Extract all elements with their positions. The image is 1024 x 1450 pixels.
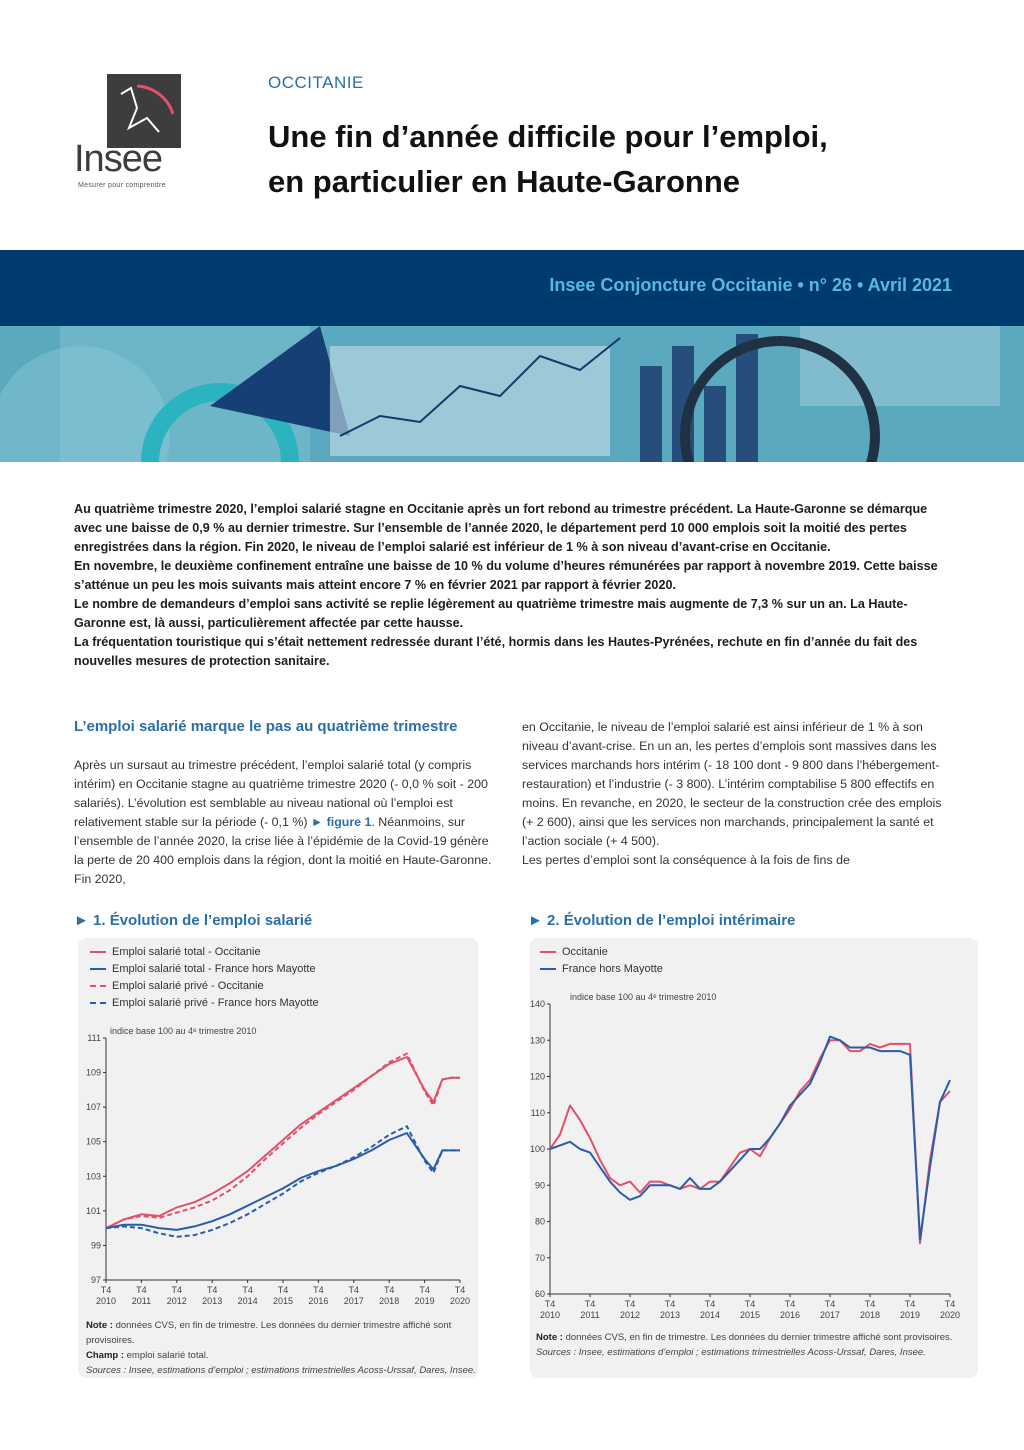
note-label: Note : [86,1320,113,1331]
section-heading: L’emploi salarié marque le pas au quatrième trimestre [74,718,458,735]
legend-item [540,943,663,960]
x-tick-label: 2013 [202,1296,223,1306]
x-tick-label: T4 [784,1299,796,1309]
x-tick-label: 2011 [131,1296,152,1306]
x-tick-label: T4 [744,1299,756,1309]
legend-label: France hors Mayotte [562,962,663,975]
x-tick-label: 2015 [739,1310,761,1320]
figure-2-legend [540,943,663,977]
legend-item [90,960,319,977]
y-axis-units-label: indice base 100 au 4ᵉ trimestre 2010 [570,992,717,1002]
y-tick-label: 107 [85,1102,101,1113]
x-tick-label: 2020 [449,1296,471,1306]
insee-logo-word: Insee [74,138,162,180]
legend-swatch [90,951,106,953]
insee-logo-mark [107,74,181,148]
legend-swatch [90,985,106,987]
figure-1-title: ► 1. Évolution de l’emploi salarié [74,912,313,929]
figure-2-note [536,1330,966,1345]
legend-swatch [540,968,556,970]
x-tick-label: 2019 [899,1310,921,1320]
y-tick-label: 130 [530,1035,545,1046]
y-tick-label: 111 [87,1033,101,1043]
x-tick-label: T4 [454,1285,466,1295]
y-tick-label: 140 [530,999,545,1009]
legend-label: Emploi salarié total - Occitanie [112,945,261,958]
x-tick-label: 2018 [859,1310,881,1320]
publication-series-label: Insee Conjoncture Occitanie • n° 26 • Avril 2021 [549,275,952,295]
summary-paragraph: En novembre, le deuxième confinement entraîne une baisse de 10 % du volume d’heures rémunérées par rapport à novembre 2019. Cette baisse s’atténue un peu les mois suivants mais atteint encore 7 % en février 2021 par rapport à février 2020. [74,559,938,592]
figure-1-champ [86,1348,476,1363]
region-label: OCCITANIE [268,73,364,92]
x-tick-label: 2020 [939,1310,961,1320]
x-tick-label: T4 [277,1285,289,1295]
x-tick-label: T4 [136,1285,147,1295]
figure-1-link[interactable]: ► figure 1 [310,815,372,829]
x-tick-label: T4 [348,1285,360,1295]
x-tick-label: T4 [313,1285,324,1295]
column-2 [522,718,950,870]
y-tick-label: 60 [534,1289,545,1299]
x-tick-label: 2012 [166,1296,187,1306]
x-tick-label: T4 [544,1299,556,1309]
insee-logo-tagline: Mesurer pour comprendre [78,182,166,189]
legend-item [90,943,319,960]
x-tick-label: 2016 [779,1310,801,1320]
summary-paragraph: Le nombre de demandeurs d’emploi sans activité se replie légèrement au quatrième trimestre mais augmente de 7,3 % sur un an. La Haute-Garonne est, là aussi, particulièrement affectée par cette hausse. [74,597,908,630]
x-tick-label: 2019 [414,1296,435,1306]
legend-label: Occitanie [562,945,608,958]
x-tick-label: T4 [944,1299,956,1309]
y-tick-label: 120 [530,1071,545,1082]
column-2-text-cont: Les pertes d’emploi sont la conséquence à la fois de fins de [522,853,850,867]
y-tick-label: 101 [85,1205,101,1216]
x-tick-label: T4 [904,1299,916,1309]
figure-2-chart [530,984,978,1330]
summary-paragraph: La fréquentation touristique qui s’était nettement redressée durant l’été, hormis dans les Hautes-Pyrénées, rechute en fin d’année du fait des nouvelles mesures de protection sanitaire. [74,635,918,668]
x-tick-label: T4 [584,1299,596,1309]
legend-item [90,994,319,1011]
y-tick-label: 103 [85,1171,101,1182]
y-tick-label: 110 [530,1107,545,1118]
champ-text: emploi salarié total. [126,1350,209,1361]
column-1 [74,756,494,889]
legend-item [90,977,319,994]
x-tick-label: 2010 [95,1296,117,1306]
legend-swatch [540,951,556,953]
x-tick-label: T4 [206,1285,218,1295]
x-tick-label: T4 [171,1285,183,1295]
figure-1-sources [86,1363,476,1378]
x-tick-label: 2010 [539,1310,561,1320]
title-line-2: en particulier en Haute-Garonne [268,164,740,199]
figure-1-chart [80,1012,478,1316]
legend-swatch [90,1002,106,1004]
x-tick-label: 2017 [819,1310,841,1320]
series-line-2 [550,1037,950,1240]
sources-text: Sources : Insee, estimations d’emploi ; estimations trimestrielles Acoss-Urssaf, Dares, Insee. [86,1365,476,1376]
champ-label: Champ : [86,1350,124,1361]
legend-label: Emploi salarié total - France hors Mayotte [112,962,316,975]
x-tick-label: 2017 [343,1296,364,1306]
legend-label: Emploi salarié privé - France hors Mayotte [112,996,319,1009]
figure-1-legend [90,943,319,1011]
x-tick-label: 2014 [699,1310,721,1320]
figure-2-notes [536,1330,966,1360]
y-axis-units-label: indice base 100 au 4ᵉ trimestre 2010 [110,1026,257,1036]
series-line-1 [550,1040,950,1243]
x-tick-label: 2012 [619,1310,641,1320]
y-tick-label: 99 [90,1240,101,1251]
x-tick-label: 2018 [379,1296,400,1306]
legend-item [540,960,663,977]
page-title [268,114,968,204]
y-tick-label: 105 [85,1136,101,1147]
x-tick-label: T4 [704,1299,716,1309]
y-tick-label: 90 [534,1180,545,1191]
hero-illustration [0,326,1024,462]
x-tick-label: T4 [100,1285,112,1295]
x-tick-label: 2016 [308,1296,329,1306]
x-tick-label: 2014 [237,1296,258,1306]
legend-label: Emploi salarié privé - Occitanie [112,979,264,992]
x-tick-label: T4 [864,1299,876,1309]
column-2-text: en Occitanie, le niveau de l’emploi salarié est ainsi inférieur de 1 % à son niveau d’avant-crise. En un an, les pertes d’emplois sont massives dans les services marchands hors intérim (- 18 100 dont - 9 800 dans l’hébergement-restauration) et l’industrie (- 3 800). L’intérim comptabilise 5 800 effectifs en moins. En revanche, en 2020, le secteur de la construction crée des emplois (+ 2 600), ainsi que les services non marchands, principalement la santé et l’action sociale (+ 4 500). [522,720,942,848]
figure-1-note [86,1318,476,1348]
y-tick-label: 100 [530,1144,545,1154]
note-label: Note : [536,1332,563,1343]
title-line-1: Une fin d’année difficile pour l’emploi, [268,119,828,154]
column-1-text-a: Après un sursaut au trimestre précédent, l’emploi salarié total (y compris intérim) en Occitanie stagne au quatrième trimestre 2020 (- 0,0 % soit - 200 salariés). L’évolution est semblable au niveau national où l’emploi est relativement stable sur la période (- 0,1 %) [74,758,488,829]
figure-2-title: ► 2. Évolution de l’emploi intérimaire [528,912,796,929]
note-text: données CVS, en fin de trimestre. Les données du dernier trimestre affiché sont provisoires. [86,1320,452,1346]
column-1-text-b: . Néanmoins, sur l’ensemble de l’année 2020, la crise liée à l’épidémie de la Covid-19 génère la perte de 20 400 emplois dans la région, dont la moitié en Haute-Garonne. Fin 2020, [74,815,492,886]
x-tick-label: T4 [419,1285,430,1295]
column-1-text [74,756,494,889]
summary-block [74,500,950,671]
x-tick-label: T4 [383,1285,395,1295]
x-tick-label: T4 [624,1299,636,1309]
x-tick-label: 2011 [580,1310,600,1320]
summary-paragraph: Au quatrième trimestre 2020, l’emploi salarié stagne en Occitanie après un fort rebond au trimestre précédent. La Haute-Garonne se démarque avec une baisse de 0,9 % au dernier trimestre. Sur l’ensemble de l’année 2020, le département perd 10 000 emplois soit la moitié des pertes enregistrées dans la région. Fin 2020, le niveau de l’emploi salarié est inférieur de 1 % à son niveau d’avant-crise en Occitanie. [74,502,928,554]
y-tick-label: 70 [534,1252,545,1263]
x-tick-label: 2013 [659,1310,681,1320]
figure-1-notes [86,1318,476,1378]
y-tick-label: 109 [85,1067,101,1078]
x-tick-label: T4 [824,1299,836,1309]
x-tick-label: T4 [664,1299,676,1309]
y-tick-label: 97 [90,1275,101,1285]
legend-swatch [90,968,106,970]
figure-2-sources [536,1345,966,1360]
sources-text: Sources : Insee, estimations d’emploi ; estimations trimestrielles Acoss-Urssaf, Dares, Insee. [536,1347,926,1358]
note-text: données CVS, en fin de trimestre. Les données du dernier trimestre affiché sont provisoires. [565,1332,953,1343]
x-tick-label: T4 [242,1285,253,1295]
y-tick-label: 80 [534,1216,545,1227]
x-tick-label: 2015 [272,1296,294,1306]
